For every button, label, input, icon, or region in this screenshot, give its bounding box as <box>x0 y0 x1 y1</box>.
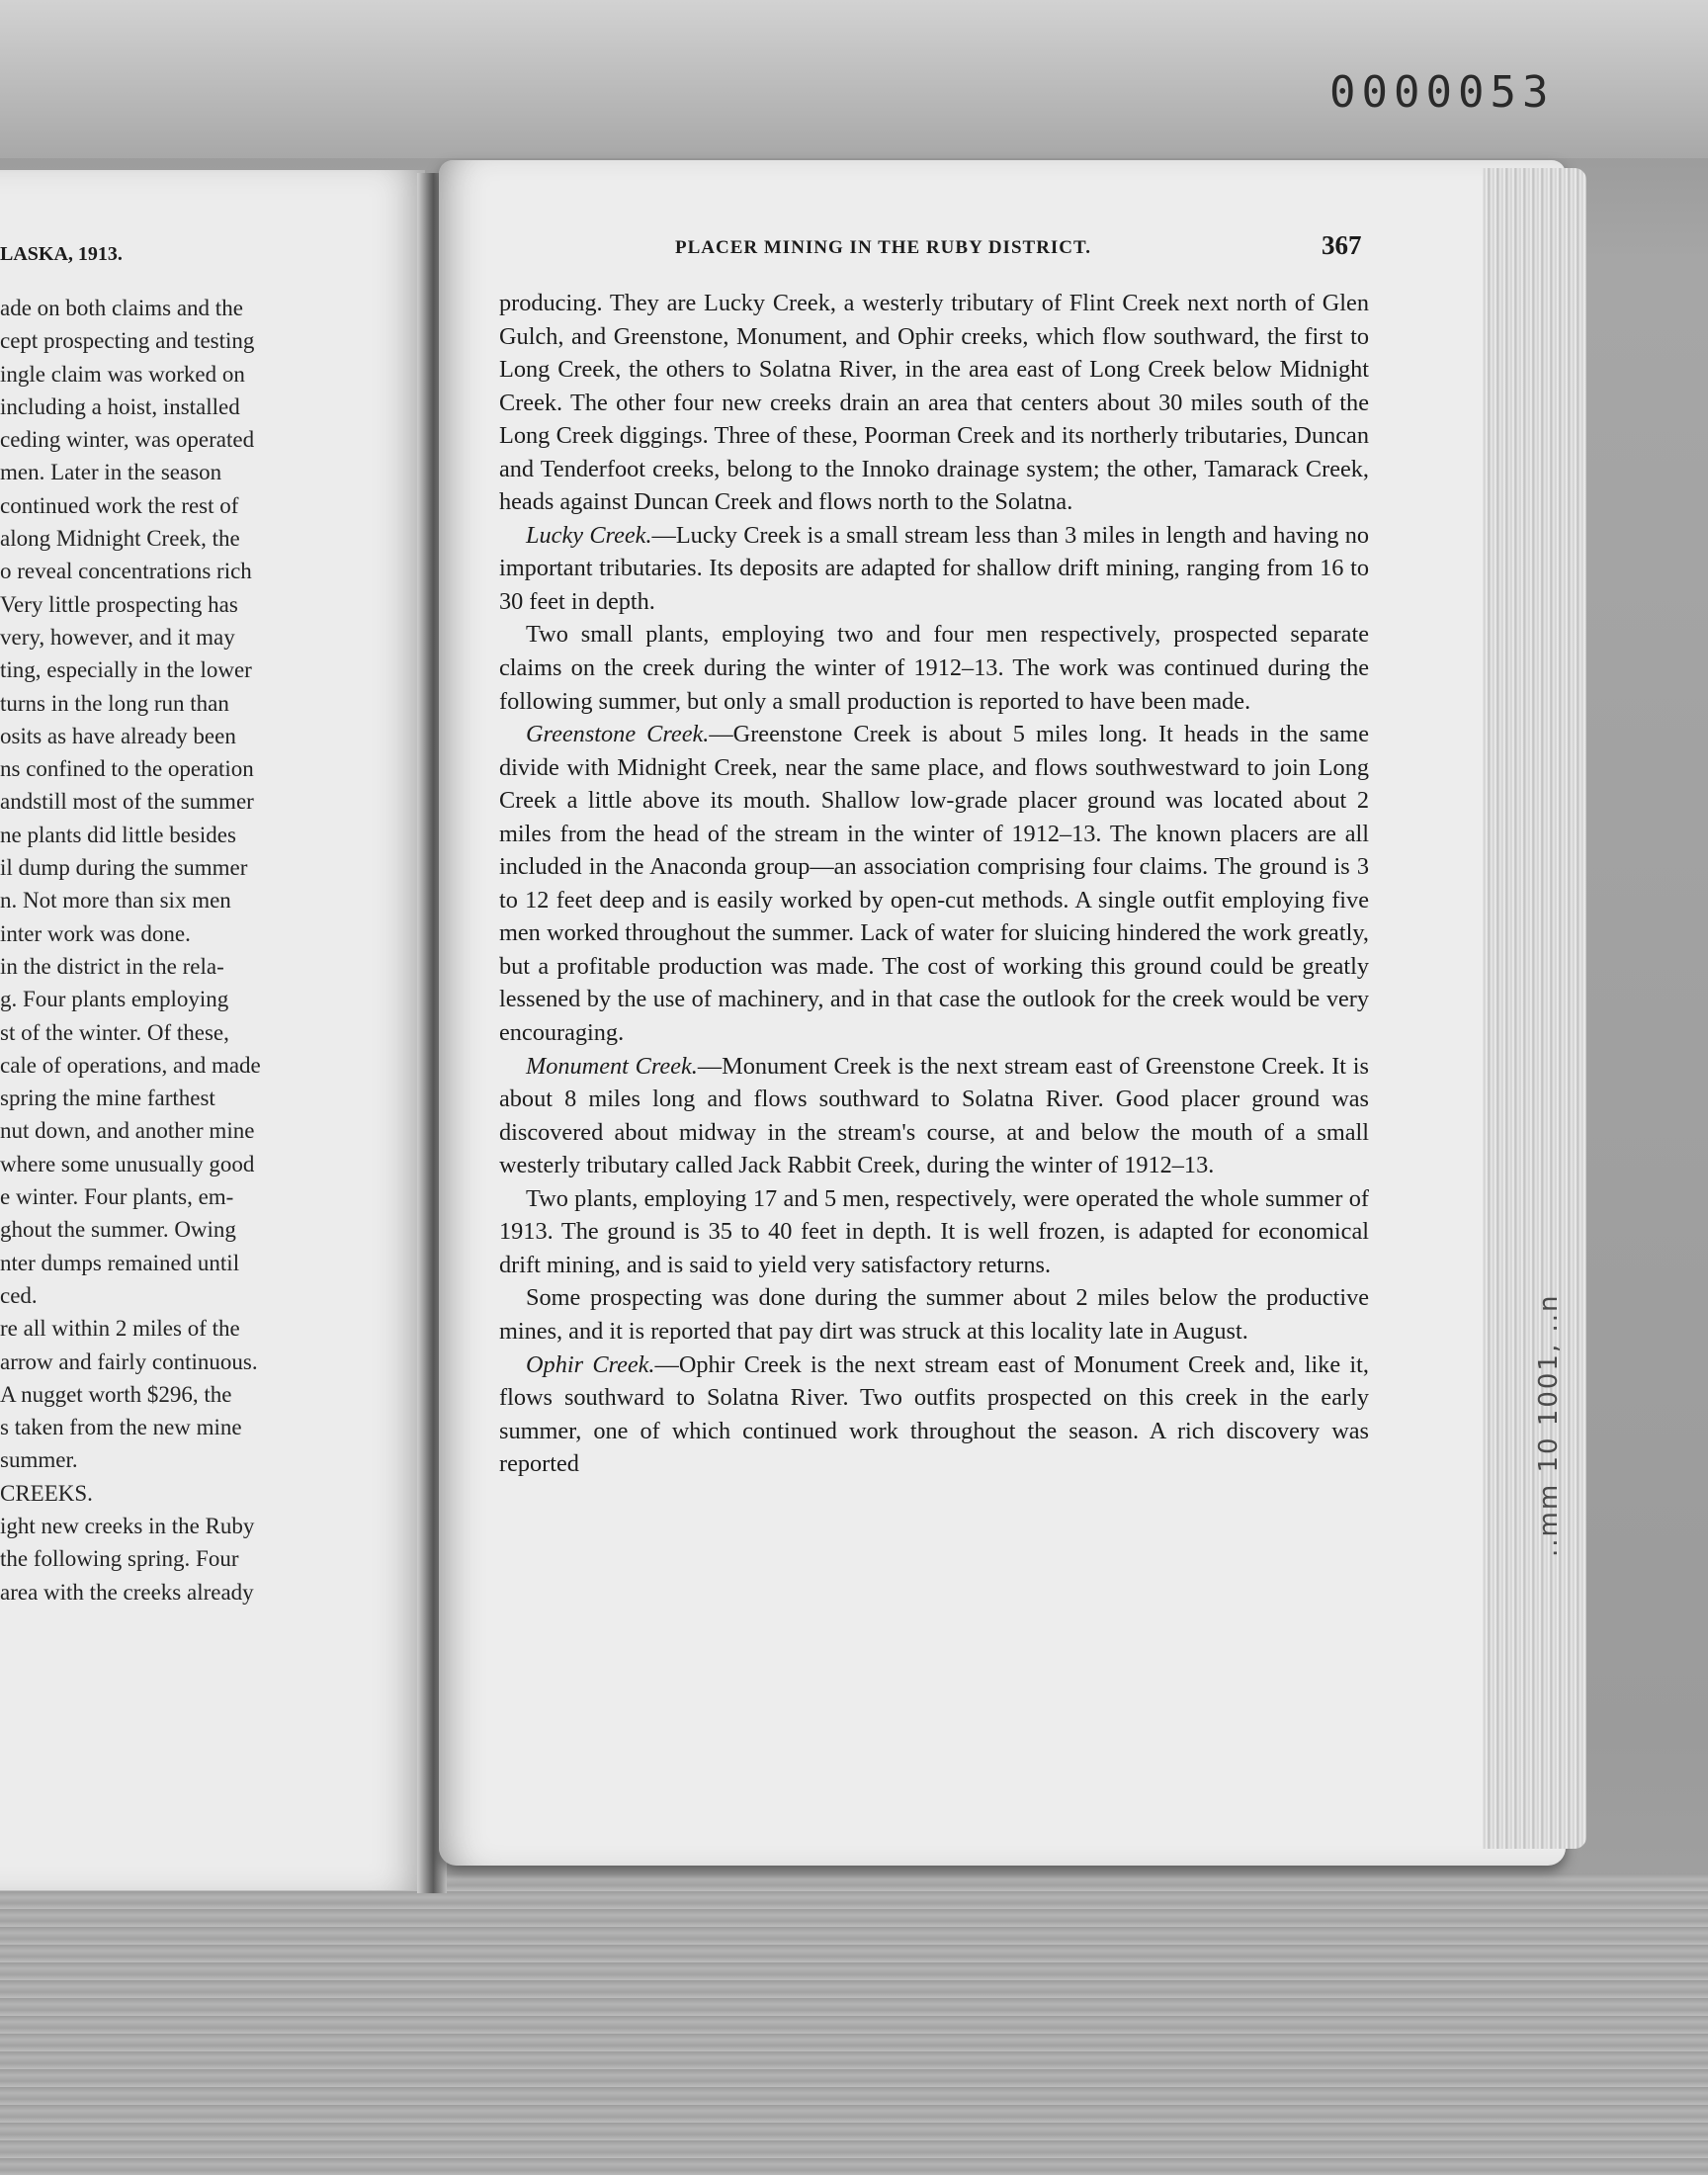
left-page-line: inter work was done. <box>0 920 191 946</box>
section-topic: Greenstone Creek. <box>526 721 710 748</box>
left-page-line: e winter. Four plants, em- <box>0 1184 234 1210</box>
section-topic: Ophir Creek. <box>526 1350 655 1378</box>
left-page-line: summer. <box>0 1447 78 1473</box>
left-page-line: osits as have already been <box>0 723 236 748</box>
paragraph <box>499 1182 1369 1282</box>
left-page-line: cale of operations, and made <box>0 1052 261 1078</box>
left-page-line: where some unusually good <box>0 1151 255 1176</box>
left-page-line: very, however, and it may <box>0 624 235 650</box>
left-page-line: Very little prospecting has <box>0 591 238 617</box>
body-text <box>499 287 1369 1481</box>
left-page-line: ghout the summer. Owing <box>0 1217 236 1243</box>
left-page <box>0 170 425 1890</box>
document-stamp-number: 0000053 <box>1329 67 1555 118</box>
left-page-line: g. Four plants employing <box>0 987 229 1012</box>
left-page-line: ns confined to the operation <box>0 756 254 782</box>
left-page-line: cept prospecting and testing <box>0 328 255 354</box>
left-page-line: ced. <box>0 1282 38 1308</box>
left-page-line: o reveal concentrations rich <box>0 559 252 584</box>
left-page-line: nut down, and another mine <box>0 1118 255 1144</box>
running-header: PLACER MINING IN THE RUBY DISTRICT. <box>675 237 1092 258</box>
page-number: 367 <box>1322 230 1362 260</box>
left-page-line: st of the winter. Of these, <box>0 1019 229 1045</box>
section-topic: Monument Creek. <box>526 1052 698 1080</box>
left-page-line: spring the mine farthest <box>0 1086 215 1111</box>
paragraph <box>499 718 1369 1049</box>
paragraph-text: producing. They are Lucky Creek, a westerly tributary of Flint Creek next north of Glen Gulch, and Greenstone, Monument, and Ophir creeks, which flow southward, the first to Long Creek, the others to Solatna River, in the area east of Long Creek below Midnight Creek. The other four new creeks drain an area that centers about 30 miles south of the Long Creek diggings. Three of these, Poorman Creek and its northerly tributaries, Duncan and Tenderfoot creeks, belong to the Innoko drainage system; the other, Tamarack Creek, heads against Duncan Creek and flows north to the Solatna. <box>499 290 1369 516</box>
left-page-line: nter dumps remained until <box>0 1250 240 1275</box>
left-page-line: continued work the rest of <box>0 492 239 518</box>
paragraph <box>499 1348 1369 1481</box>
left-page-line: turns in the long run than <box>0 690 229 716</box>
left-page-line: ight new creeks in the Ruby <box>0 1513 255 1538</box>
left-page-line: area with the creeks already <box>0 1579 254 1605</box>
left-page-header: LASKA, 1913. <box>0 243 123 265</box>
edge-label: ..mm 10 1001, ..n <box>1534 1293 1564 1557</box>
left-page-text <box>0 292 356 1609</box>
paragraph-text: Two small plants, employing two and four men respectively, prospected separate claims on the creek during the winter of 1912–13. The work was continued during the following summer, but only a small production is reported to have been made. <box>499 621 1369 715</box>
left-page-line: andstill most of the summer <box>0 789 254 815</box>
paragraph <box>499 287 1369 519</box>
left-page-line: the following spring. Four <box>0 1546 239 1572</box>
left-page-line: CREEKS. <box>0 1480 93 1506</box>
left-page-line: re all within 2 miles of the <box>0 1316 240 1342</box>
left-page-line: s taken from the new mine <box>0 1415 242 1440</box>
left-page-line: men. Later in the season <box>0 460 222 485</box>
paragraph-text: Some prospecting was done during the summer about 2 miles below the productive mines, and it is reported that pay dirt was struck at this locality late in August. <box>499 1284 1369 1345</box>
paragraph <box>499 618 1369 718</box>
page-edges <box>1483 168 1586 1849</box>
paragraph <box>499 519 1369 619</box>
left-page-line: ingle claim was worked on <box>0 361 245 387</box>
left-page-line: ade on both claims and the <box>0 296 243 320</box>
paragraph-text: —Greenstone Creek is about 5 miles long. It heads in the same divide with Midnight Creek, near the same place, and flows southwestward to join Long Creek a little above its mouth. Shallow low-grade placer ground was located about 2 miles from the head of the stream in the winter of 1912–13. The known placers are all included in the Anaconda group—an association comprising four claims. The ground is 3 to 12 feet deep and is easily worked by open-cut methods. A single outfit employing five men worked throughout the summer. Lack of water for sluicing hindered the work greatly, but a profitable production was made. The cost of working this ground could be greatly lessened by the use of machinery, and in that case the outlook for the creek would be very encouraging. <box>499 721 1369 1047</box>
paragraph-text: —Ophir Creek is the next stream east of Monument Creek and, like it, flows southward to Solatna River. Two outfits prospected on this creek in the early summer, one of which continued work throughout the season. A rich discovery was reported <box>499 1350 1370 1478</box>
paragraph-text: —Lucky Creek is a small stream less than 3 miles in length and having no important tributaries. Its deposits are adapted for shallow drift mining, ranging from 16 to 30 feet in depth. <box>499 521 1370 615</box>
left-page-line: along Midnight Creek, the <box>0 526 240 552</box>
left-page-line: ne plants did little besides <box>0 822 236 847</box>
left-page-line: arrow and fairly continuous. <box>0 1348 258 1374</box>
section-topic: Lucky Creek. <box>526 521 652 549</box>
left-page-line: il dump during the summer <box>0 855 248 881</box>
left-page-line: including a hoist, installed <box>0 393 240 419</box>
left-page-line: n. Not more than six men <box>0 888 231 914</box>
paragraph <box>499 1281 1369 1348</box>
paragraph-text: Two plants, employing 17 and 5 men, respectively, were operated the whole summer of 1913. The ground is 35 to 40 feet in depth. It is well frozen, is adapted for economical drift mining, and is said to yield very satisfactory returns. <box>499 1184 1369 1278</box>
paragraph <box>499 1050 1369 1182</box>
left-page-line: A nugget worth $296, the <box>0 1381 232 1407</box>
scan-bottom-band <box>0 1873 1708 2175</box>
paragraph-text: —Monument Creek is the next stream east of Greenstone Creek. It is about 8 miles long and flows southward to Solatna River. Good placer ground was discovered about midway in the stream's course, at and below the mouth of a small westerly tributary called Jack Rabbit Creek, during the winter of 1912–13. <box>499 1052 1369 1179</box>
left-page-line: ceding winter, was operated <box>0 427 255 453</box>
left-page-line: in the district in the rela- <box>0 953 224 979</box>
left-page-line: ting, especially in the lower <box>0 657 252 683</box>
